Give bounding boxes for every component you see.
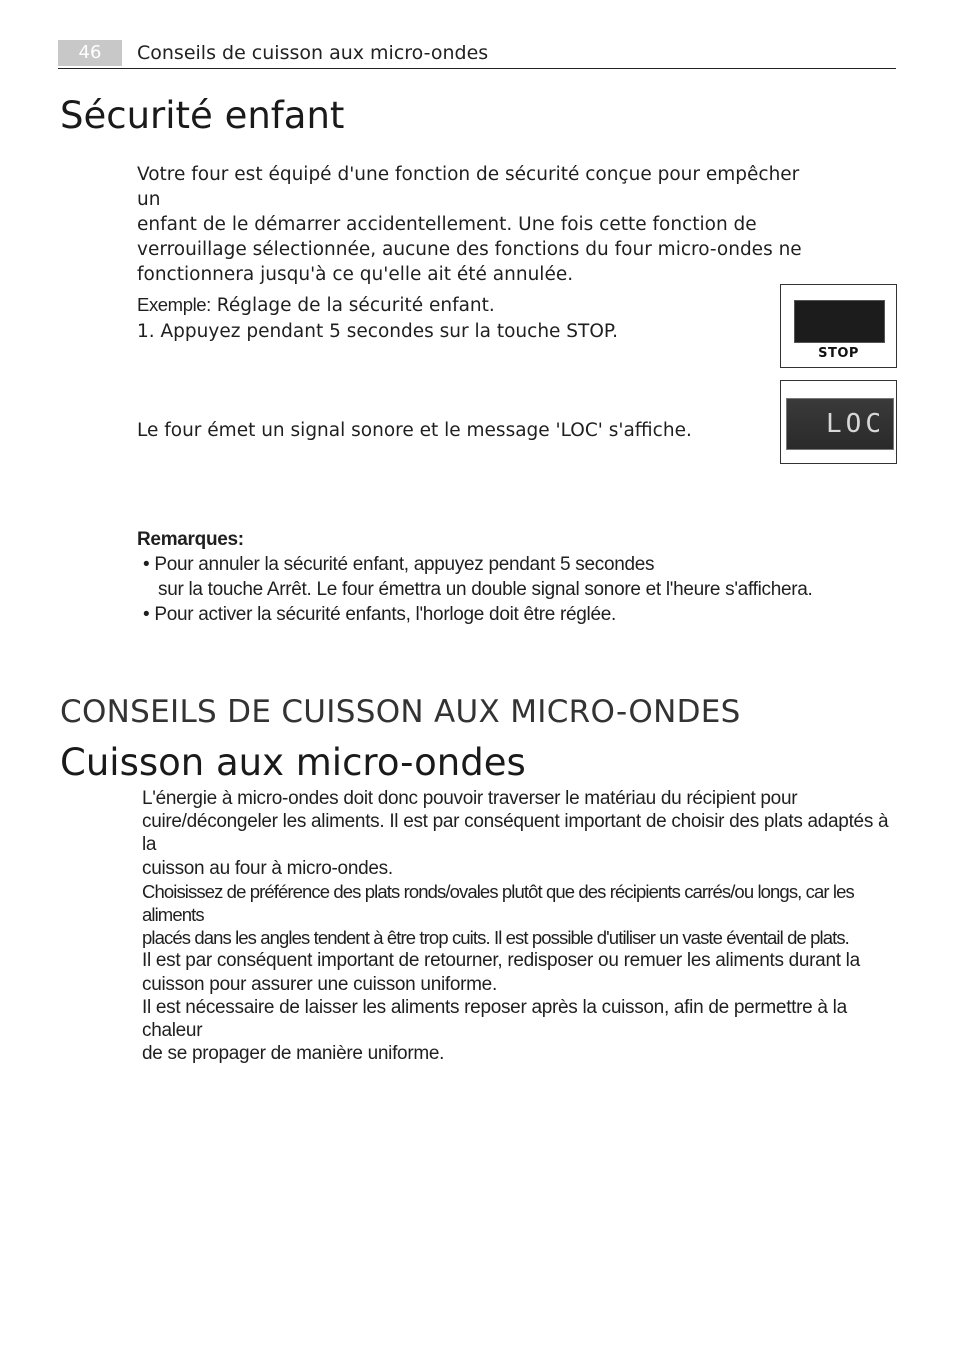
paragraph-line: Il est par conséquent important de retourner, redisposer ou remuer les aliments durant la [142,950,860,972]
step-1: 1. Appuyez pendant 5 secondes sur la touche STOP. [137,321,619,342]
intro-line: fonctionnera jusqu'à ce qu'elle ait été annulée. [137,264,574,285]
example-text: Réglage de la sécurité enfant. [210,295,495,316]
display-text: LOC [826,409,885,439]
paragraph-line: cuisson pour assurer une cuisson uniforme. [142,973,497,995]
header-rule [58,68,896,69]
paragraph-line: cuire/décongeler les aliments. Il est par conséquent important de choisir des plats adaptés à la [142,811,889,856]
intro-paragraph [137,162,817,287]
remarks-block [137,527,857,627]
paragraph-line: de se propager de manière uniforme. [142,1043,445,1065]
paragraph-line: Choisissez de préférence des plats ronds/ovales plutôt que des récipients carrés/ou longs, car les aliments [142,880,854,926]
running-title: Conseils de cuisson aux micro-ondes [137,42,489,64]
chapter-title: CONSEILS DE CUISSON AUX MICRO-ONDES [60,694,741,730]
intro-line: Votre four est équipé d'une fonction de sécurité conçue pour empêcher un [137,164,800,210]
stop-button-face [794,300,885,343]
paragraph-line: cuisson au four à micro-ondes. [142,857,393,879]
paragraph-line: Il est nécessaire de laisser les aliments reposer après la cuisson, afin de permettre à la chaleur [142,996,847,1042]
example-label: Exemple: [137,294,211,315]
remark-line: • Pour activer la sécurité enfants, l'horloge doit être réglée. [143,604,616,625]
section-title-microwave-cooking: Cuisson aux micro-ondes [60,741,526,784]
paragraph-line: L'énergie à micro-ondes doit donc pouvoir traverser le matériau du récipient pour [142,788,798,809]
display-illustration [780,380,897,464]
example-line [137,292,757,318]
page-number: 46 [58,40,122,66]
paragraph-line: placés dans les angles tendent à être trop cuits. Il est possible d'utiliser un vaste éventail de plats. [142,927,849,949]
cooking-paragraph [142,787,902,1065]
result-text: Le four émet un signal sonore et le message 'LOC' s'affiche. [137,420,692,441]
stop-button-label: STOP [818,346,859,361]
display-screen [786,398,894,450]
stop-button-illustration [780,284,897,368]
intro-line: verrouillage sélectionnée, aucune des fonctions du four micro-ondes ne [137,239,802,260]
remark-line: sur la touche Arrêt. Le four émettra un double signal sonore et l'heure s'affichera. [158,579,813,600]
section-title-child-safety: Sécurité enfant [60,94,345,137]
remark-line: • Pour annuler la sécurité enfant, appuyez pendant 5 secondes [143,554,655,575]
remarks-title: Remarques: [137,529,244,550]
intro-line: enfant de le démarrer accidentellement. Une fois cette fonction de [137,214,757,235]
